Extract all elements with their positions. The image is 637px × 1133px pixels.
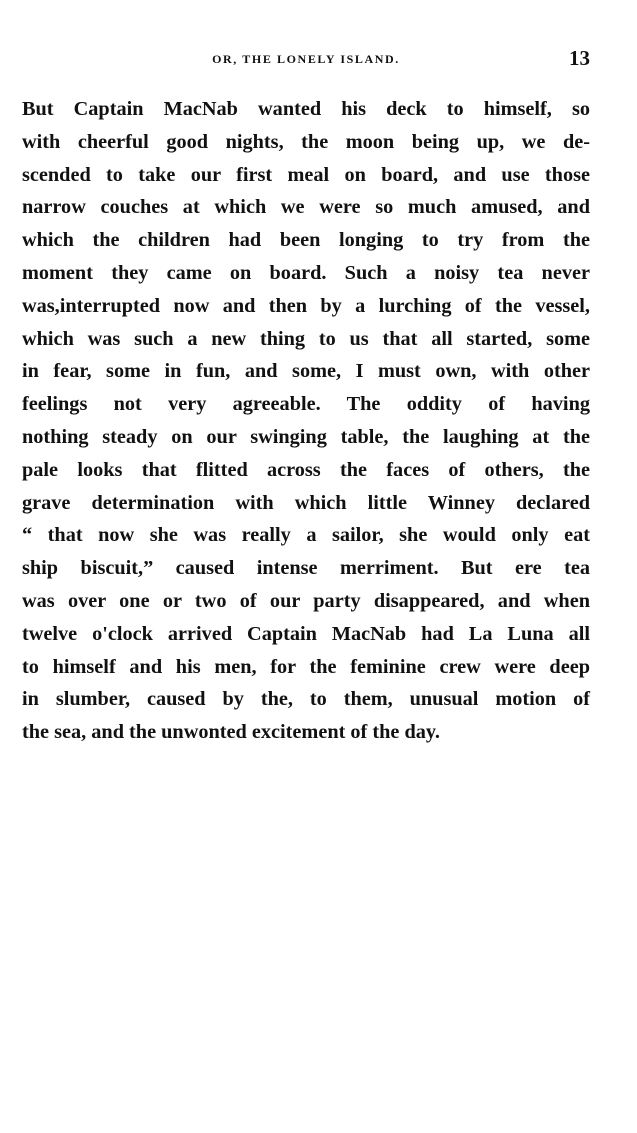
- running-head: [22, 46, 590, 74]
- text-line: feelings not very agreeable. The oddity of having: [22, 393, 590, 416]
- text-line: grave determination with which little Winney declared: [22, 491, 590, 514]
- text-line: nothing steady on our swinging table, the laughing at the: [22, 425, 590, 448]
- page-number: 13: [569, 46, 590, 70]
- text-line: moment they came on board. Such a noisy tea never: [22, 261, 590, 284]
- text-line: twelve o'clock arrived Captain MacNab had La Luna all: [22, 622, 590, 645]
- text-line: was over one or two of our party disappeared, and when: [22, 589, 590, 612]
- text-line: But Captain MacNab wanted his deck to himself, so: [22, 98, 590, 120]
- body-paragraph: [22, 93, 590, 749]
- text-line: “ that now she was really a sailor, she would only eat: [22, 524, 590, 547]
- text-line: to himself and his men, for the feminine crew were deep: [22, 655, 590, 678]
- text-line: in slumber, caused by the, to them, unusual motion of: [22, 688, 590, 711]
- text-line: in fear, some in fun, and some, I must own, with other: [22, 360, 590, 383]
- running-title: OR, THE LONELY ISLAND.: [212, 52, 400, 66]
- text-line: narrow couches at which we were so much amused, and: [22, 196, 590, 219]
- text-line: pale looks that flitted across the faces of others, the: [22, 458, 590, 481]
- text-line: which was such a new thing to us that all started, some: [22, 327, 590, 350]
- text-line: was,interrupted now and then by a lurching of the vessel,: [22, 294, 590, 317]
- text-line-last: the sea, and the unwonted excitement of the day.: [22, 721, 441, 744]
- text-line: which the children had been longing to try from the: [22, 229, 590, 252]
- text-line: ship biscuit,” caused intense merriment. But ere tea: [22, 557, 590, 580]
- text-line: scended to take our first meal on board, and use those: [22, 163, 590, 186]
- text-line: with cheerful good nights, the moon being up, we de-: [22, 130, 590, 153]
